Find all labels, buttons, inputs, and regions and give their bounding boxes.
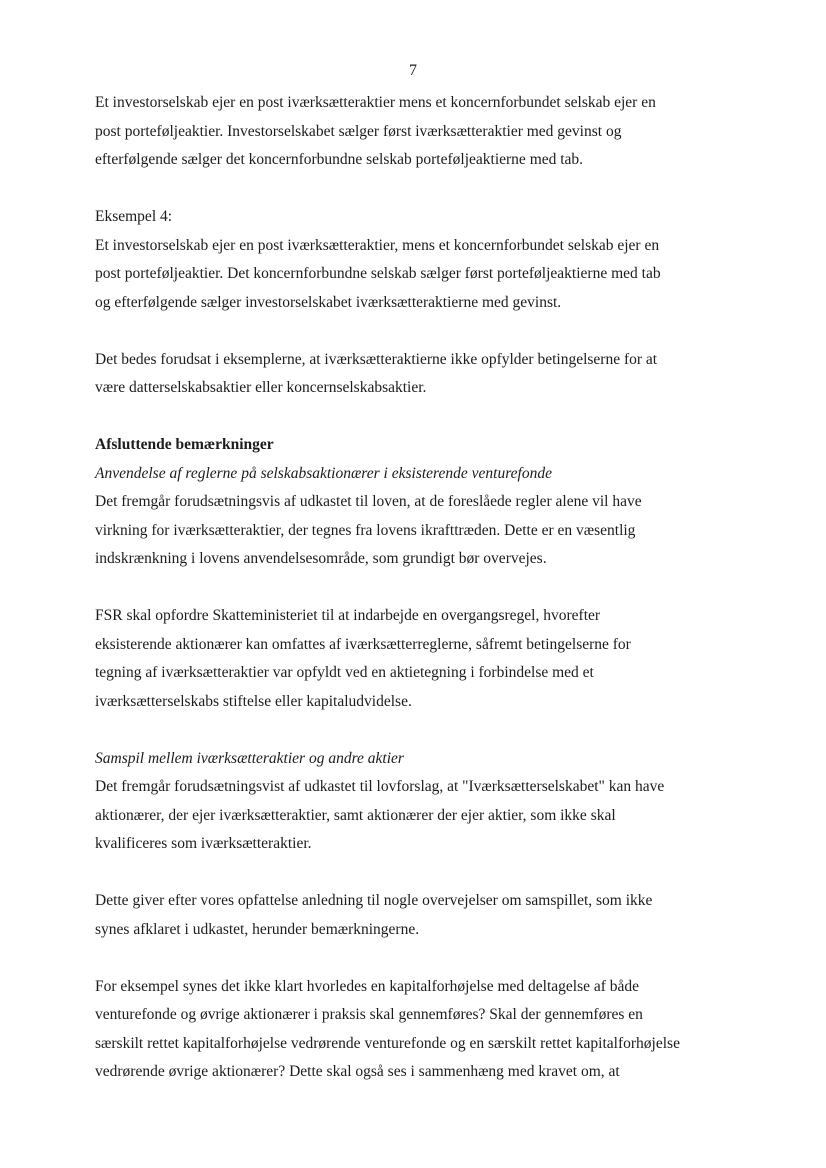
subsection-interplay	[95, 745, 735, 859]
paragraph-example-3	[95, 89, 735, 175]
text-line: særskilt rettet kapitalforhøjelse vedrørende venturefonde og en særskilt rettet kapitalforhøjelse	[95, 1034, 680, 1052]
text-line: tegning af iværksætteraktier var opfyldt ved en aktietegning i forbindelse med et	[95, 664, 594, 681]
text-line: vedrørende øvrige aktionærer? Dette skal også ses i sammenhæng med kravet om, at	[95, 1063, 620, 1080]
paragraph-transition-rule	[95, 602, 735, 716]
text-line: indskrænkning i lovens anvendelsesområde, som grundigt bør overvejes.	[95, 550, 547, 567]
section-concluding-remarks	[95, 431, 735, 574]
paragraph-gap	[95, 859, 735, 888]
text-line: FSR skal opfordre Skatteministeriet til at indarbejde en overgangsregel, hvorefter	[95, 607, 601, 624]
text-line: synes afklaret i udkastet, herunder bemærkningerne.	[95, 920, 420, 938]
paragraph-gap	[95, 403, 735, 432]
paragraph-gap	[95, 317, 735, 346]
document-body	[95, 89, 735, 1087]
section-subheading: Anvendelse af reglerne på selskabsaktionærer i eksisterende venturefonde	[95, 464, 552, 482]
text-line: venturefonde og øvrige aktionærer i praksis skal gennemføres? Skal der gennemføres en	[95, 1006, 643, 1023]
subsection-heading: Samspil mellem iværksætteraktier og andre aktier	[95, 749, 404, 767]
example-label: Eksempel 4:	[95, 208, 173, 225]
text-line: kvalificeres som iværksætteraktier.	[95, 835, 312, 852]
text-line: og efterfølgende sælger investorselskabet iværksætteraktierne med gevinst.	[95, 293, 562, 311]
section-heading: Afsluttende bemærkninger	[95, 436, 274, 453]
text-line: efterfølgende sælger det koncernforbundne selskab porteføljeaktierne med tab.	[95, 151, 584, 168]
text-line: For eksempel synes det ikke klart hvorledes en kapitalforhøjelse med deltagelse af både	[95, 977, 640, 995]
text-line: post porteføljeaktier. Investorselskabet sælger først iværksætteraktier med gevinst og	[95, 122, 622, 140]
paragraph-considerations	[95, 887, 735, 944]
text-line: aktionærer, der ejer iværksætteraktier, samt aktionærer der ejer aktier, som ikke skal	[95, 806, 616, 824]
text-line: Dette giver efter vores opfattelse anledning til nogle overvejelser om samspillet, som ikke	[95, 892, 653, 909]
paragraph-capital-increase	[95, 973, 735, 1087]
text-line: Det fremgår forudsætningsvist af udkastet til lovforslag, at "Iværksætterselskabet" kan have	[95, 778, 665, 795]
text-line: Det bedes forudsat i eksemplerne, at iværksætteraktierne ikke opfylder betingelserne for at	[95, 350, 658, 368]
paragraph-assumption	[95, 346, 735, 403]
text-line: Et investorselskab ejer en post iværksætteraktier mens et koncernforbundet selskab ejer en	[95, 94, 656, 111]
text-line: Det fremgår forudsætningsvis af udkastet til loven, at de foreslåede regler alene vil have	[95, 493, 642, 510]
text-line: være datterselskabsaktier eller koncernselskabsaktier.	[95, 379, 427, 396]
text-line: eksisterende aktionærer kan omfattes af iværksætterreglerne, såfremt betingelserne for	[95, 635, 631, 653]
paragraph-gap	[95, 175, 735, 204]
paragraph-gap	[95, 716, 735, 745]
paragraph-gap	[95, 944, 735, 973]
text-line: post porteføljeaktier. Det koncernforbundne selskab sælger først porteføljeaktierne med tab	[95, 265, 661, 282]
text-line: virkning for iværksætteraktier, der tegnes fra lovens ikrafttræden. Dette er en væsentlig	[95, 521, 636, 539]
page-number: 7	[409, 62, 417, 79]
paragraph-example-4	[95, 203, 735, 317]
text-line: Et investorselskab ejer en post iværksætteraktier, mens et koncernforbundet selskab ejer en	[95, 236, 660, 254]
paragraph-gap	[95, 574, 735, 603]
text-line: iværksætterselskabs stiftelse eller kapitaludvidelse.	[95, 692, 412, 710]
